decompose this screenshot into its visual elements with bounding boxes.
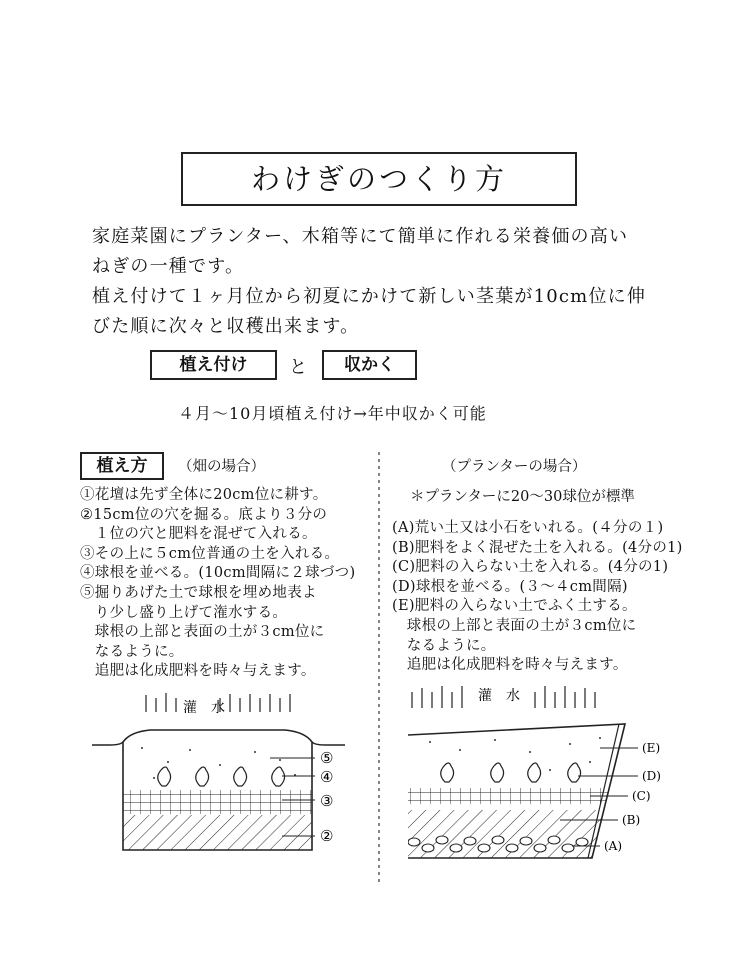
planter-step: (E)肥料の入らない土でふく土する。 bbox=[392, 598, 637, 615]
intro-line-1: 家庭菜園にプランター、木箱等にて簡単に作れる栄養価の高い bbox=[92, 226, 629, 247]
planter-layer-label-d: (D) bbox=[642, 769, 661, 783]
planting-label-box: 植え付け bbox=[150, 350, 277, 380]
field-steps bbox=[80, 486, 355, 682]
field-step: １位の穴と肥料を混ぜて入れる。 bbox=[80, 526, 317, 543]
field-step: ④球根を並べる。(10cm間隔に２球づつ) bbox=[80, 565, 356, 582]
planter-step: (D)球根を並べる。(３～４cm間隔) bbox=[392, 578, 628, 595]
field-step: ⑤掘りあげた土で球根を埋め地表よ bbox=[80, 584, 317, 601]
field-step: 球根の上部と表面の土が３cm位に bbox=[80, 624, 325, 641]
planter-layer-label-b: (B) bbox=[622, 813, 641, 827]
connector-text: と bbox=[289, 357, 307, 378]
planter-subheading: （プランターの場合） bbox=[442, 459, 587, 475]
field-layer-label-2: ② bbox=[320, 827, 334, 845]
field-cross-section-diagram bbox=[90, 690, 360, 875]
field-step: ③その上に５cm位普通の土を入れる。 bbox=[80, 545, 340, 562]
field-step: ①花壇は先ず全体に20cm位に耕す。 bbox=[80, 487, 328, 503]
field-subheading: （畑の場合） bbox=[178, 459, 265, 475]
planter-standard-note: ＊プランターに20～30球位が標準 bbox=[410, 489, 635, 505]
harvest-label-box: 収かく bbox=[322, 350, 417, 380]
field-step: ②15cm位の穴を掘る。底より３分の bbox=[80, 506, 328, 523]
intro-line-2: ねぎの一種です。 bbox=[92, 256, 245, 277]
planter-layer-label-e: (E) bbox=[642, 741, 661, 755]
planter-step: (C)肥料の入らない土を入れる。(4分の1) bbox=[392, 559, 669, 576]
intro-line-4: びた順に次々と収穫出来ます。 bbox=[92, 316, 360, 337]
planter-layer-label-a: (A) bbox=[604, 839, 623, 853]
field-layer-label-4: ④ bbox=[320, 768, 334, 786]
planter-steps bbox=[392, 519, 683, 676]
planter-step: (B)肥料をよく混ぜた土を入れる。(4分の1) bbox=[392, 539, 683, 556]
planter-cross-section-diagram bbox=[400, 680, 690, 880]
field-step: り少し盛り上げて潅水する。 bbox=[80, 604, 288, 621]
field-step: なるように。 bbox=[80, 643, 184, 660]
field-step: 追肥は化成肥料を時々与えます。 bbox=[80, 663, 316, 680]
planter-layer-label-c: (C) bbox=[632, 789, 651, 803]
field-water-label: 灌 水 bbox=[183, 700, 225, 716]
field-layer-label-5: ⑤ bbox=[320, 749, 334, 767]
planter-step: (A)荒い土又は小石をいれる。(４分の１) bbox=[392, 520, 664, 536]
intro-line-3: 植え付けて１ヶ月位から初夏にかけて新しい茎葉が10cm位に伸 bbox=[92, 286, 647, 307]
planting-timing: ４月～10月頃植え付け→年中収かく可能 bbox=[178, 404, 487, 423]
page-title: わけぎのつくり方 bbox=[181, 152, 577, 206]
planter-step: 追肥は化成肥料を時々与えます。 bbox=[392, 657, 628, 674]
field-layer-label-3: ③ bbox=[320, 792, 334, 810]
column-divider bbox=[376, 452, 382, 882]
planting-method-heading: 植え方 bbox=[80, 452, 164, 480]
planter-step: なるように。 bbox=[392, 637, 496, 654]
planter-water-label: 灌 水 bbox=[478, 688, 520, 704]
planter-step: 球根の上部と表面の土が３cm位に bbox=[392, 617, 637, 634]
